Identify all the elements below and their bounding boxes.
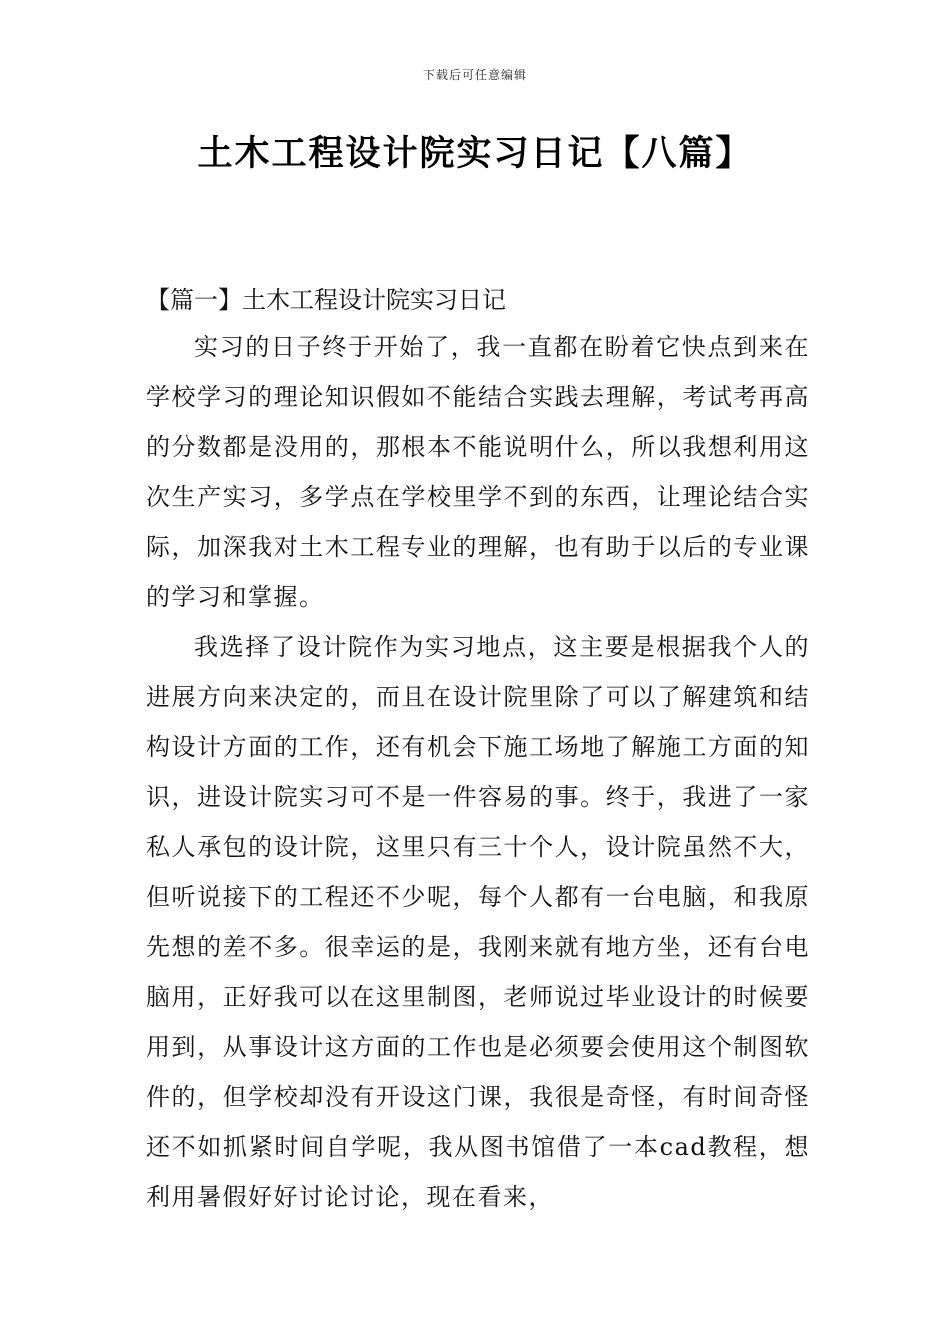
document-body (146, 278, 810, 1222)
header-note: 下载后可任意编辑 (422, 68, 527, 82)
document-title: 土木工程设计院实习日记【八篇】 (197, 134, 753, 174)
section-heading: 【篇一】土木工程设计院实习日记 (146, 286, 506, 314)
paragraph-2: 我选择了设计院作为实习地点，这主要是根据我个人的进展方向来决定的，而且在设计院里除了可以了解建筑和结构设计方面的工作，还有机会下施工场地了解施工方面的知识，进设计院实习可不是一件容易的事。终于，我进了一家私人承包的设计院，这里只有三十个人，设计院虽然不大，但听说接下的工程还不少呢，每个人都有一台电脑，和我原先想的差不多。很幸运的是，我刚来就有地方坐，还有台电脑用，正好我可以在这里制图，老师说过毕业设计的时候要用到，从事设计这方面的工作也是必须要会使用这个制图软件的，但学校却没有开设这门课，我很是奇怪，有时间奇怪还不如抓紧时间自学呢，我从图书馆借了一本cad教程，想利用暑假好好讨论讨论，现在看来， (146, 633, 810, 1211)
paragraph-1: 实习的日子终于开始了，我一直都在盼着它快点到来在学校学习的理论知识假如不能结合实践去理解，考试考再高的分数都是没用的，那根本不能说明什么，所以我想利用这次生产实习，多学点在学校里学不到的东西，让理论结合实际，加深我对土木工程专业的理解，也有助于以后的专业课的学习和掌握。 (146, 333, 810, 611)
